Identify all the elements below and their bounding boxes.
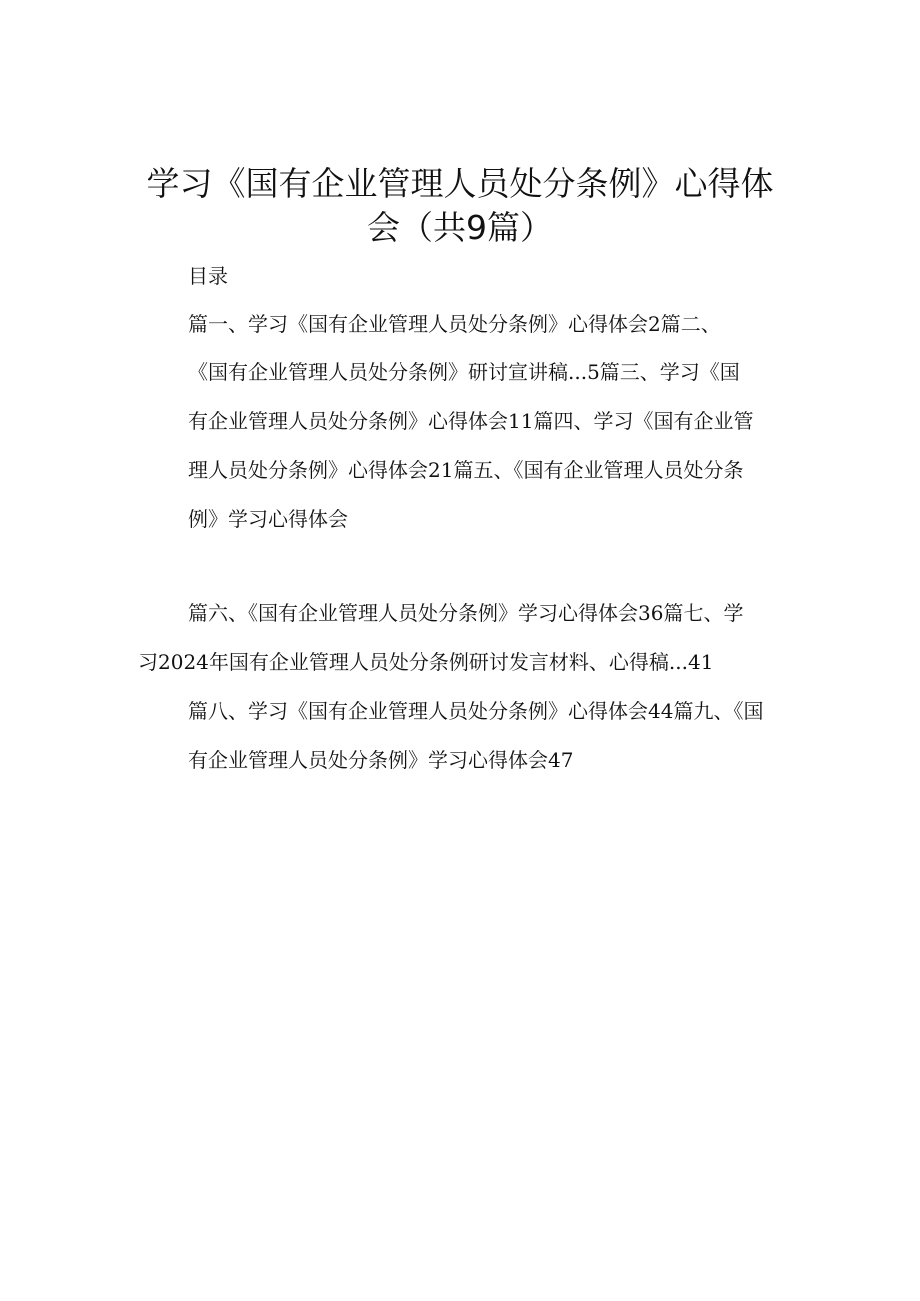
toc-line: 《国有企业管理人员处分条例》研讨宣讲稿...5篇三、学习《国 bbox=[188, 360, 740, 384]
document-title bbox=[140, 162, 780, 250]
toc-line: 篇六、《国有企业管理人员处分条例》学习心得体会36篇七、学 bbox=[188, 601, 744, 625]
toc-line: 理人员处分条例》心得体会21篇五、《国有企业管理人员处分条 bbox=[188, 458, 744, 482]
toc-line: 有企业管理人员处分条例》学习心得体会47 bbox=[188, 748, 574, 772]
toc-line: 有企业管理人员处分条例》心得体会11篇四、学习《国有企业管 bbox=[188, 409, 754, 433]
toc-line: 例》学习心得体会 bbox=[188, 507, 348, 531]
toc-line: 篇一、学习《国有企业管理人员处分条例》心得体会2篇二、 bbox=[188, 312, 721, 336]
toc-line: 习2024年国有企业管理人员处分条例研讨发言材料、心得稿...41 bbox=[138, 650, 714, 674]
title-line-2: 会（共9篇） bbox=[367, 208, 553, 248]
title-line-1: 学习《国有企业管理人员处分条例》心得体 bbox=[146, 164, 774, 204]
toc-heading: 目录 bbox=[188, 264, 228, 288]
toc-line: 篇八、学习《国有企业管理人员处分条例》心得体会44篇九、《国 bbox=[188, 699, 764, 723]
